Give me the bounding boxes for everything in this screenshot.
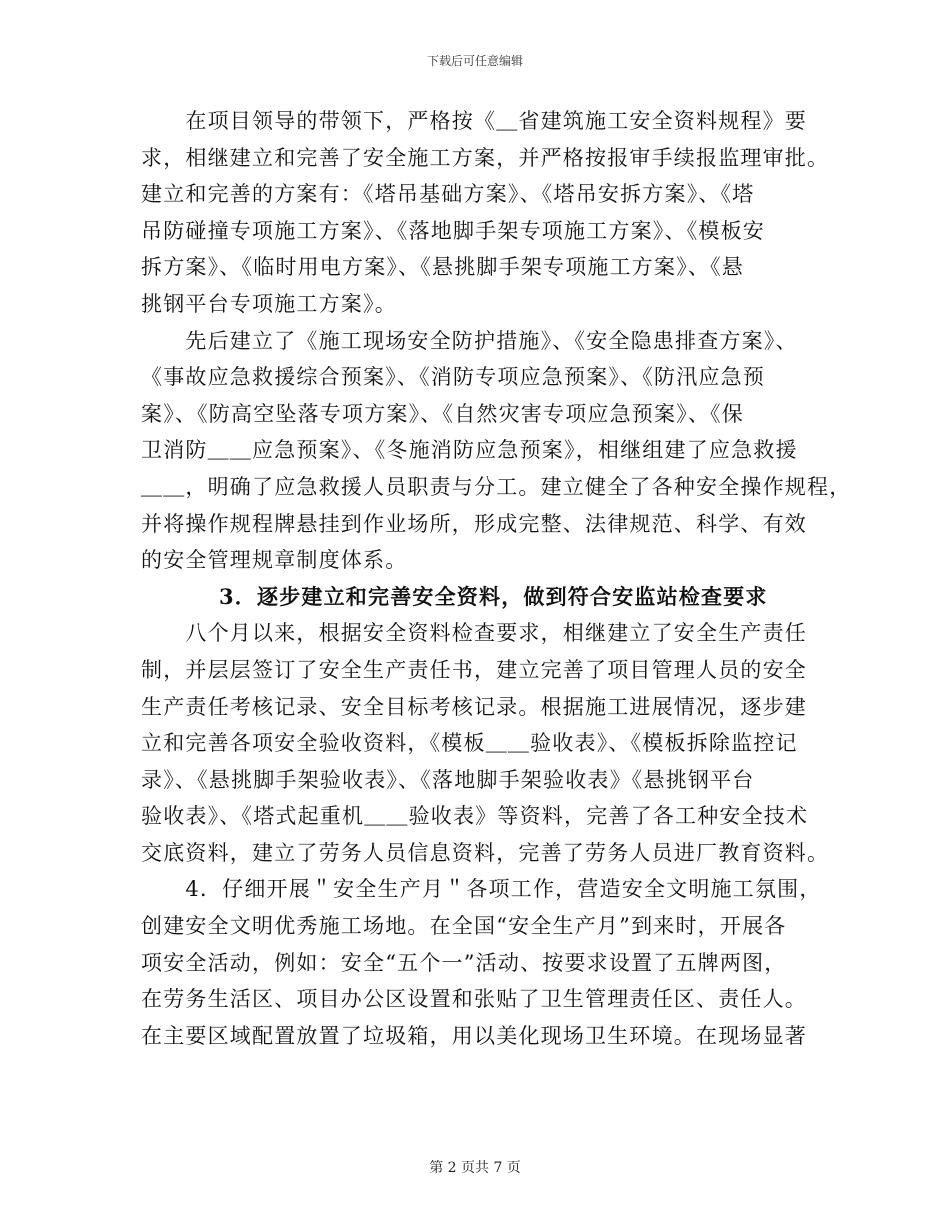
text-line: 生产责任考核记录、安全目标考核记录。根据施工进展情况，逐步建: [141, 694, 807, 719]
text-line: 《事故应急救援综合预案》、《消防专项应急预案》、《防汛应急预: [141, 365, 765, 390]
text-line: 卫消防＿＿应急预案》、《冬施消防应急预案》，相继组建了应急救援: [141, 438, 798, 463]
text-line: 求，相继建立和完善了安全施工方案，并严格按报审手续报监理审批。: [141, 145, 830, 170]
body-paragraph: [141, 615, 830, 871]
text-line: 4．仔细开展＂安全生产月＂各项工作，营造安全文明施工氛围，: [141, 877, 822, 902]
text-line: 吊防碰撞专项施工方案》、《落地脚手架专项施工方案》、《模板安: [141, 218, 765, 243]
text-line: 立和完善各项安全验收资料，《模板＿＿验收表》、《模板拆除监控记: [141, 731, 798, 756]
text-line: 挑钢平台专项施工方案》。: [141, 291, 397, 316]
text-line: 项安全活动，例如：安全“五个一”活动、按要求设置了五牌两图，: [141, 950, 787, 975]
text-line: 验收表》、《塔式起重机＿＿验收表》等资料，完善了各工种安全技术: [141, 804, 809, 829]
text-line: 并将操作规程牌悬挂到作业场所，形成完整、法律规范、科学、有效: [141, 511, 807, 536]
text-line: 3．逐步建立和完善安全资料，做到符合安监站检查要求: [219, 583, 768, 609]
text-line: 制，并层层签订了安全生产责任书，建立完善了项目管理人员的安全: [141, 657, 807, 682]
text-line: 在劳务生活区、项目办公区设置和张贴了卫生管理责任区、责任人。: [141, 987, 807, 1012]
section-heading: [141, 579, 821, 616]
body-paragraph: [141, 103, 830, 323]
text-line: 八个月以来，根据安全资料检查要求，相继建立了安全生产责任: [141, 621, 807, 646]
body-paragraph: [141, 323, 852, 579]
header-note: 下载后可任意编辑: [426, 54, 523, 68]
text-line: 在项目领导的带领下，严格按《＿省建筑施工安全资料规程》要: [141, 109, 807, 133]
document-body: [141, 103, 852, 1054]
text-line: 拆方案》、《临时用电方案》、《悬挑脚手架专项施工方案》、《悬: [141, 255, 744, 280]
text-line: 在主要区域配置放置了垃圾箱，用以美化现场卫生环境。在现场显著: [141, 1023, 807, 1048]
page-footer: 第 2 页共 7 页: [429, 1160, 521, 1176]
text-line: 先后建立了《施工现场安全防护措施》、《安全隐患排查方案》、: [141, 328, 798, 353]
text-line: 案》、《防高空坠落专项方案》、《自然灾害专项应急预案》、《保: [141, 401, 744, 426]
text-line: ＿＿，明确了应急救援人员职责与分工。建立健全了各种安全操作规程，: [141, 474, 852, 499]
body-paragraph: [141, 871, 821, 1054]
text-line: 录》、《悬挑脚手架验收表》、《落地脚手架验收表》《悬挑钢平台: [141, 767, 755, 792]
text-line: 的安全管理规章制度体系。: [141, 548, 408, 573]
text-line: 创建安全文明优秀施工场地。在全国“安全生产月”到来时，开展各: [141, 914, 787, 939]
text-line: 建立和完善的方案有：《塔吊基础方案》、《塔吊安拆方案》、《塔: [141, 182, 755, 207]
text-line: 交底资料，建立了劳务人员信息资料，完善了劳务人员进厂教育资料。: [141, 840, 830, 865]
